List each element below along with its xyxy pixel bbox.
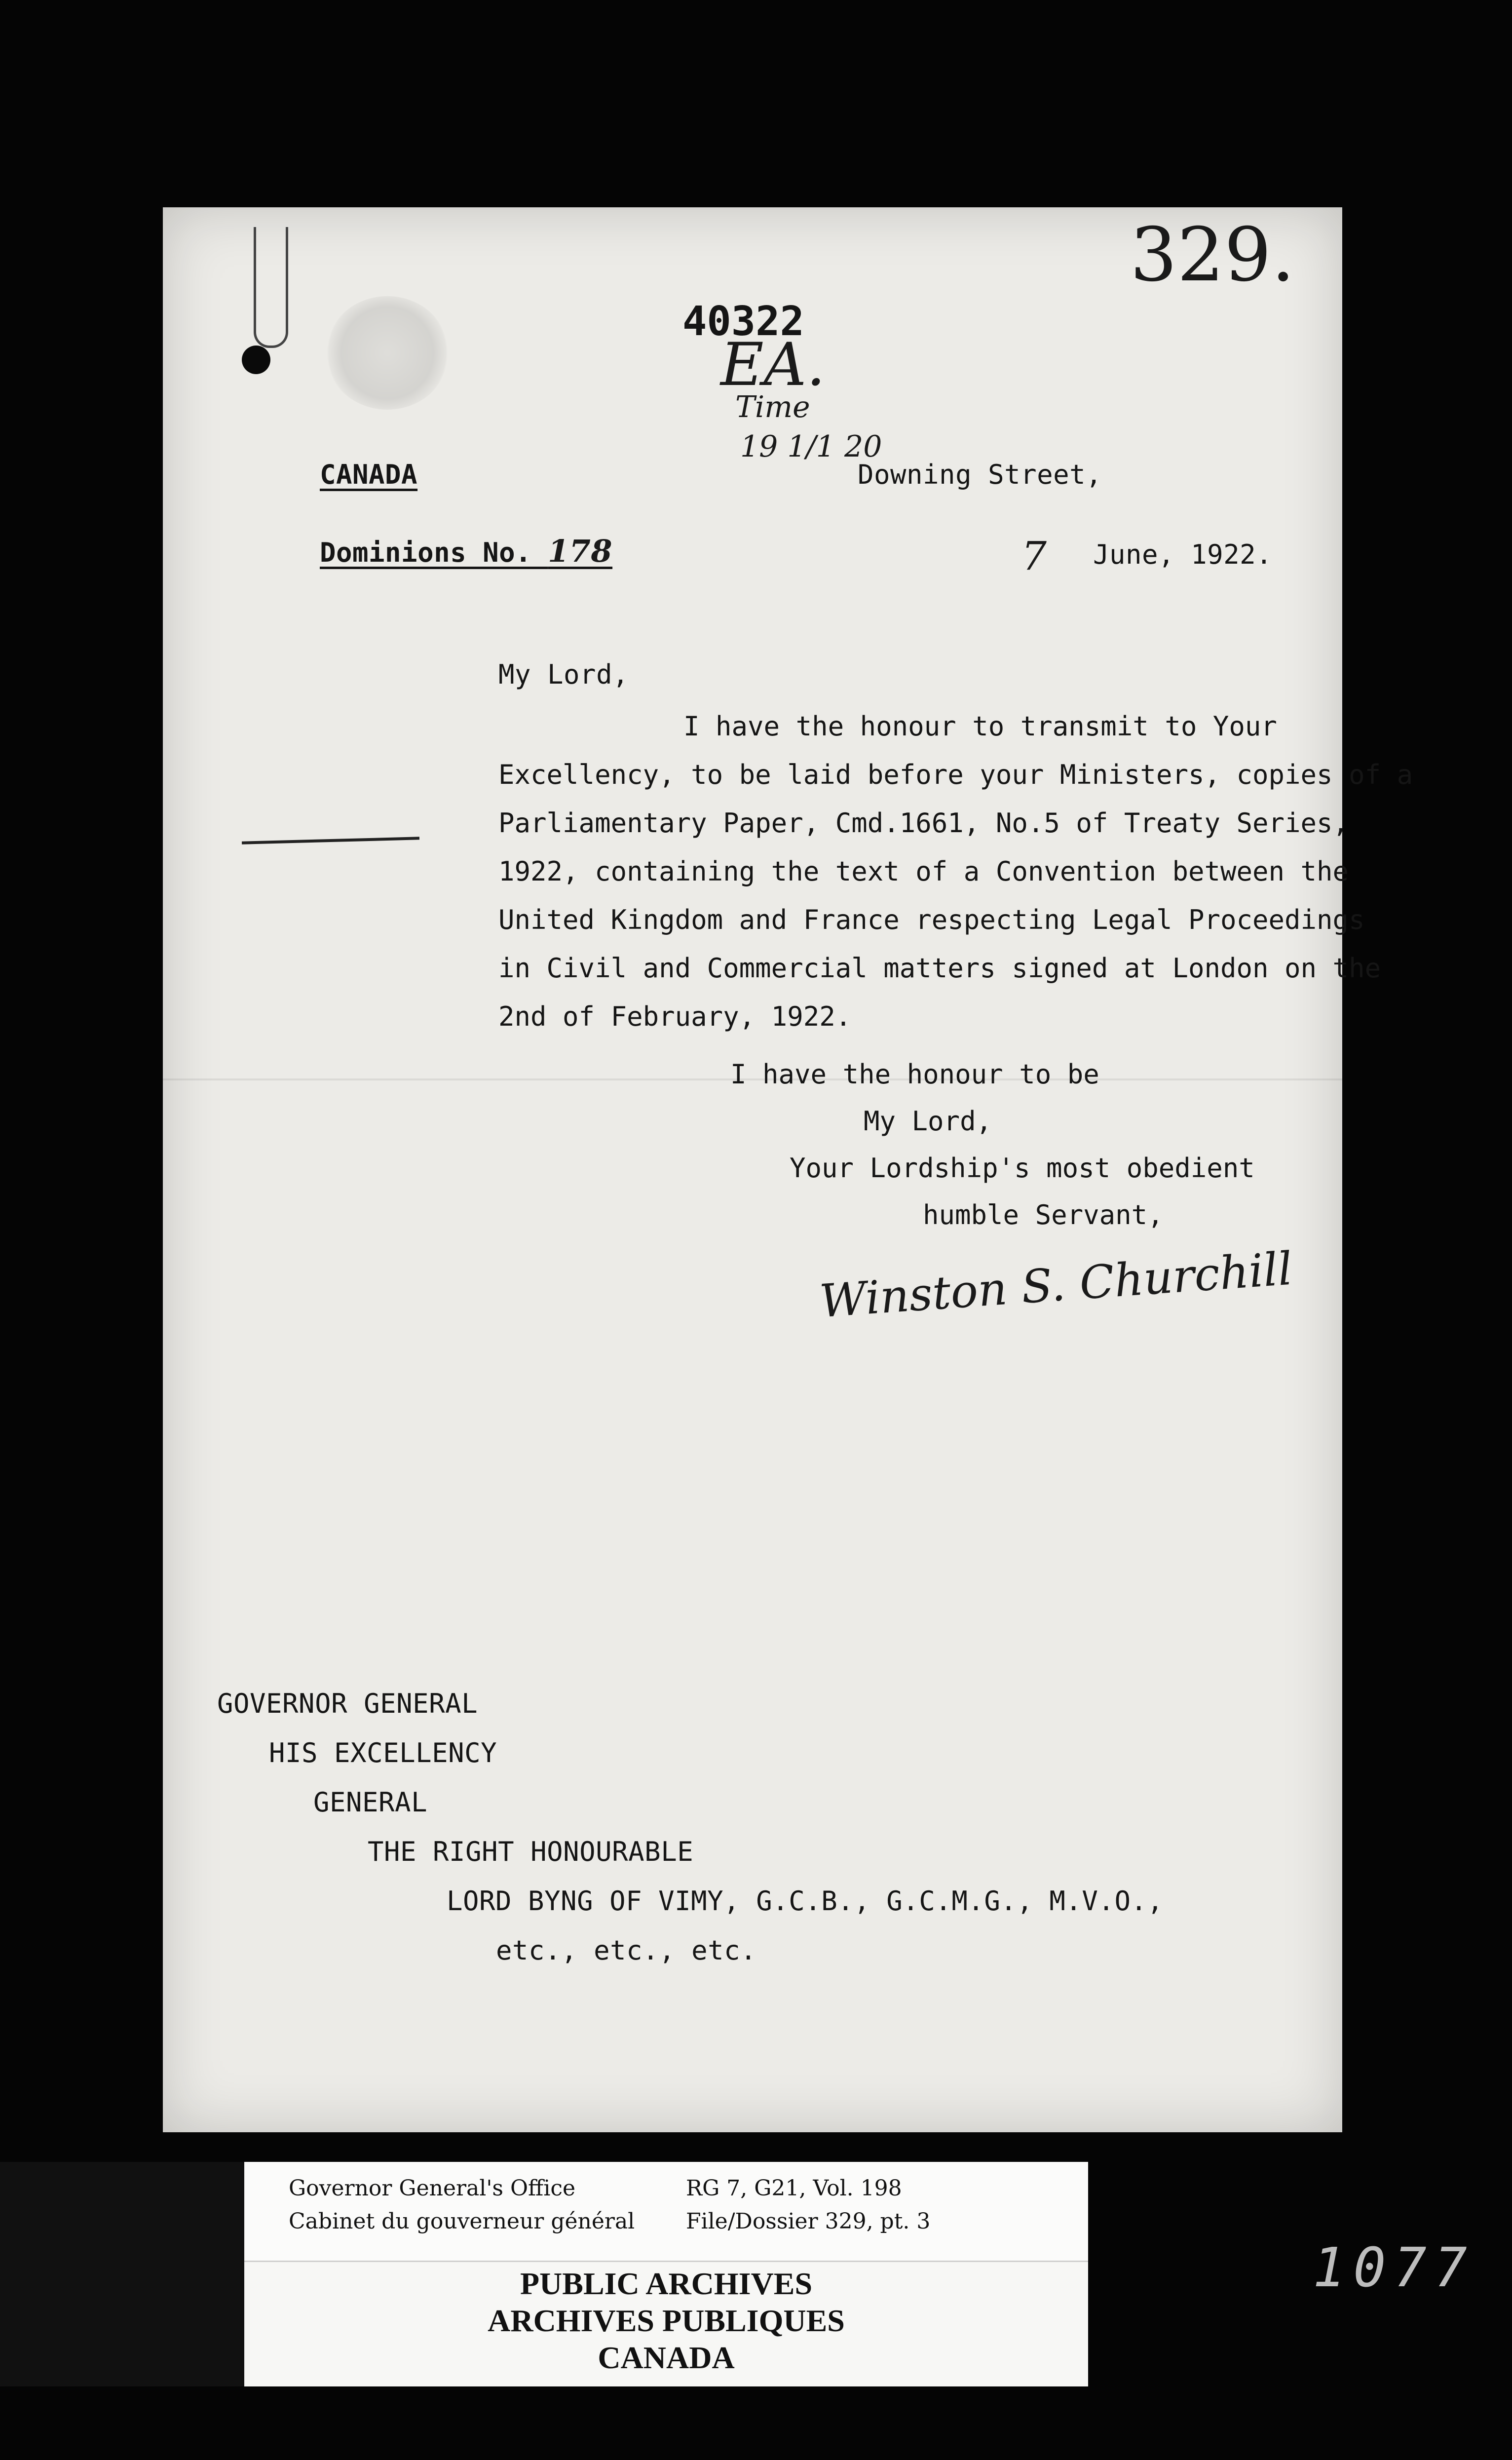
file-number: 40322: [682, 298, 804, 345]
letter-page: [163, 207, 1413, 2132]
archive-ref-1: RG 7, G21, Vol. 198: [686, 2176, 902, 2201]
body-line-1: I have the honour to transmit to Your: [683, 711, 1277, 742]
dominions-ref-text: Dominions No.: [320, 537, 548, 568]
closing-line-3: Your Lordship's most obedient: [790, 1153, 1255, 1184]
closing-line-2: My Lord,: [864, 1106, 992, 1137]
marginal-note-ea: EA.: [720, 331, 826, 399]
marginal-note-date: 19 1/1 20: [740, 429, 882, 464]
salutation: My Lord,: [498, 659, 629, 690]
body-line-6: in Civil and Commercial matters signed at London on the: [498, 953, 1381, 984]
addressee-line-6: etc., etc., etc.: [496, 1935, 757, 1966]
archive-title-2: ARCHIVES PUBLIQUES: [488, 2303, 845, 2338]
addressee-line-4: THE RIGHT HONOURABLE: [368, 1836, 694, 1867]
addressee-line-1: GOVERNOR GENERAL: [217, 1688, 478, 1719]
archive-ref-2: File/Dossier 329, pt. 3: [686, 2209, 931, 2234]
body-line-3: Parliamentary Paper, Cmd.1661, No.5 of Treaty Series,: [498, 807, 1349, 839]
country-heading: CANADA: [320, 459, 418, 490]
body-line-2: Excellency, to be laid before your Ministers, copies of a: [498, 759, 1413, 790]
office-english: Governor General's Office: [289, 2176, 576, 2201]
signature: Winston S. Churchill: [818, 1242, 1294, 1328]
page-number: 329.: [1130, 212, 1295, 298]
date: June, 1922.: [1093, 539, 1273, 570]
body-line-5: United Kingdom and France respecting Legal Proceedings: [498, 904, 1365, 935]
closing-line-1: I have the honour to be: [730, 1059, 1099, 1090]
office-french: Cabinet du gouverneur général: [289, 2209, 635, 2234]
date-day: 7: [1021, 533, 1047, 579]
addressee-line-3: GENERAL: [313, 1787, 428, 1818]
frame-number: 1077: [1313, 2236, 1475, 2299]
archive-title-3: CANADA: [598, 2340, 735, 2375]
royal-seal-icon: [326, 296, 449, 410]
addressee-line-2: HIS EXCELLENCY: [269, 1737, 497, 1768]
punch-hole: [242, 346, 270, 374]
closing-line-4: humble Servant,: [923, 1199, 1164, 1230]
addressee-line-5: LORD BYNG OF VIMY, G.C.B., G.C.M.G., M.V.O.,: [447, 1885, 1164, 1917]
address: Downing Street,: [858, 459, 1102, 490]
marginal-line: [242, 837, 419, 844]
paper-clip: [254, 227, 288, 348]
body-line-7: 2nd of February, 1922.: [498, 1001, 852, 1032]
archive-label: [244, 2162, 1088, 2386]
dominions-reference: [320, 533, 612, 569]
archive-title-1: PUBLIC ARCHIVES: [520, 2266, 813, 2301]
film-margin: [0, 2162, 244, 2386]
marginal-note-time: Time: [735, 390, 810, 424]
body-line-4: 1922, containing the text of a Convention between the: [498, 856, 1349, 887]
dominions-ref-number: 178: [548, 533, 613, 569]
